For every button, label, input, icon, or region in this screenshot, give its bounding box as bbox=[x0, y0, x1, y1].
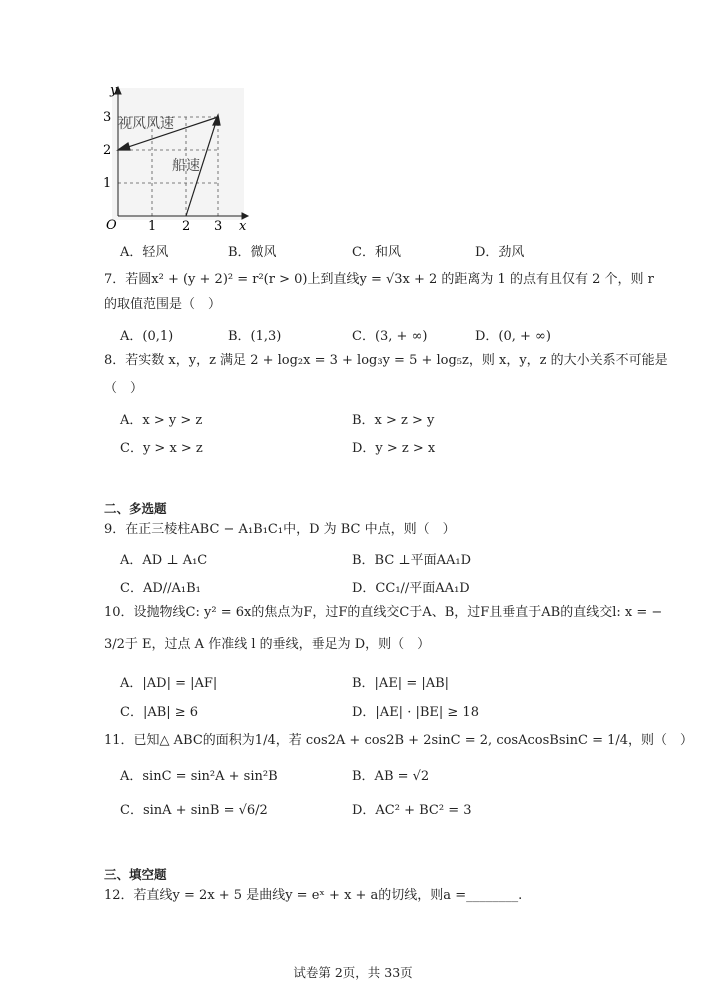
q8-option-b: B．x > z > y bbox=[352, 413, 435, 428]
q6-option-d: D．劲风 bbox=[475, 245, 525, 260]
q7-option-c: C．(3, + ∞) bbox=[352, 329, 428, 344]
apparent-wind-label: 视风风速 bbox=[118, 116, 174, 132]
q8-option-a: A．x > y > z bbox=[120, 413, 203, 428]
q9-option-a: A．AD ⊥ A₁C bbox=[120, 553, 208, 568]
q8-option-c: C．y > x > z bbox=[120, 441, 203, 456]
q10-option-a: A．|AD| = |AF| bbox=[120, 676, 218, 691]
y-axis-label: y bbox=[110, 84, 118, 98]
section-heading-multiple-choice: 二、多选题 bbox=[104, 501, 167, 516]
q7-stem-line2: 的取值范围是（ ） bbox=[104, 297, 222, 312]
q10-option-b: B．|AE| = |AB| bbox=[352, 676, 450, 691]
q10-option-c: C．|AB| ≥ 6 bbox=[120, 705, 199, 720]
q11-option-b: B．AB = √2 bbox=[352, 769, 430, 784]
x-axis-label: x bbox=[239, 219, 247, 234]
x-tick-2: 2 bbox=[182, 219, 191, 234]
q9-option-b: B．BC ⊥平面AA₁D bbox=[352, 553, 472, 568]
q10-stem-line2: 3/2于 E，过点 A 作准线 l 的垂线，垂足为 D，则（ ） bbox=[104, 637, 431, 652]
q6-option-b: B．微风 bbox=[228, 245, 277, 260]
y-tick-1: 1 bbox=[103, 176, 112, 191]
q8-stem-line1: 8．若实数 x，y，z 满足 2 + log₂x = 3 + log₃y = 5 + log₅z，则 x，y，z 的大小关系不可能是 bbox=[104, 353, 668, 368]
q7-stem-line1: 7．若圆x² + (y + 2)² = r²(r > 0)上到直线y = √3x + 2 的距离为 1 的点有且仅有 2 个，则 r bbox=[104, 272, 654, 287]
q6-option-c: C．和风 bbox=[352, 245, 401, 260]
q9-option-c: C．AD//A₁B₁ bbox=[120, 581, 201, 596]
y-tick-3: 3 bbox=[103, 110, 112, 125]
q9-stem: 9．在正三棱柱ABC − A₁B₁C₁中，D 为 BC 中点，则（ ） bbox=[104, 522, 456, 537]
q11-option-a: A．sinC = sin²A + sin²B bbox=[120, 769, 278, 784]
y-tick-2: 2 bbox=[103, 143, 112, 158]
origin-label: O bbox=[106, 218, 117, 233]
q8-option-d: D．y > z > x bbox=[352, 441, 436, 456]
ship-speed-label: 船速 bbox=[172, 158, 200, 174]
q8-stem-line2: （ ） bbox=[104, 381, 144, 396]
q11-option-c: C．sinA + sinB = √6/2 bbox=[120, 803, 268, 818]
page-footer: 试卷第 2页，共 33页 bbox=[293, 965, 413, 980]
q12-stem: 12．若直线y = 2x + 5 是曲线y = eˣ + x + a的切线，则a =________. bbox=[104, 888, 523, 903]
q7-option-d: D．(0, + ∞) bbox=[475, 329, 551, 344]
velocity-diagram bbox=[100, 84, 250, 234]
x-tick-1: 1 bbox=[148, 219, 157, 234]
x-tick-3: 3 bbox=[214, 219, 223, 234]
q11-option-d: D．AC² + BC² = 3 bbox=[352, 803, 472, 818]
q7-option-b: B．(1,3) bbox=[228, 329, 282, 344]
q10-stem-line1: 10．设抛物线C: y² = 6x的焦点为F，过F的直线交C于A、B，过F且垂直于AB的直线交l: x = − bbox=[104, 605, 663, 620]
q10-option-d: D．|AE| · |BE| ≥ 18 bbox=[352, 705, 479, 720]
section-heading-fill-in: 三、填空题 bbox=[104, 867, 167, 882]
q7-option-a: A．(0,1) bbox=[120, 329, 174, 344]
q9-option-d: D．CC₁//平面AA₁D bbox=[352, 581, 470, 596]
q11-stem: 11．已知△ ABC的面积为1/4，若 cos2A + cos2B + 2sinC = 2, cosAcosBsinC = 1/4，则（ ） bbox=[104, 733, 694, 748]
diagram-background bbox=[112, 88, 244, 220]
q6-option-a: A．轻风 bbox=[120, 245, 169, 260]
